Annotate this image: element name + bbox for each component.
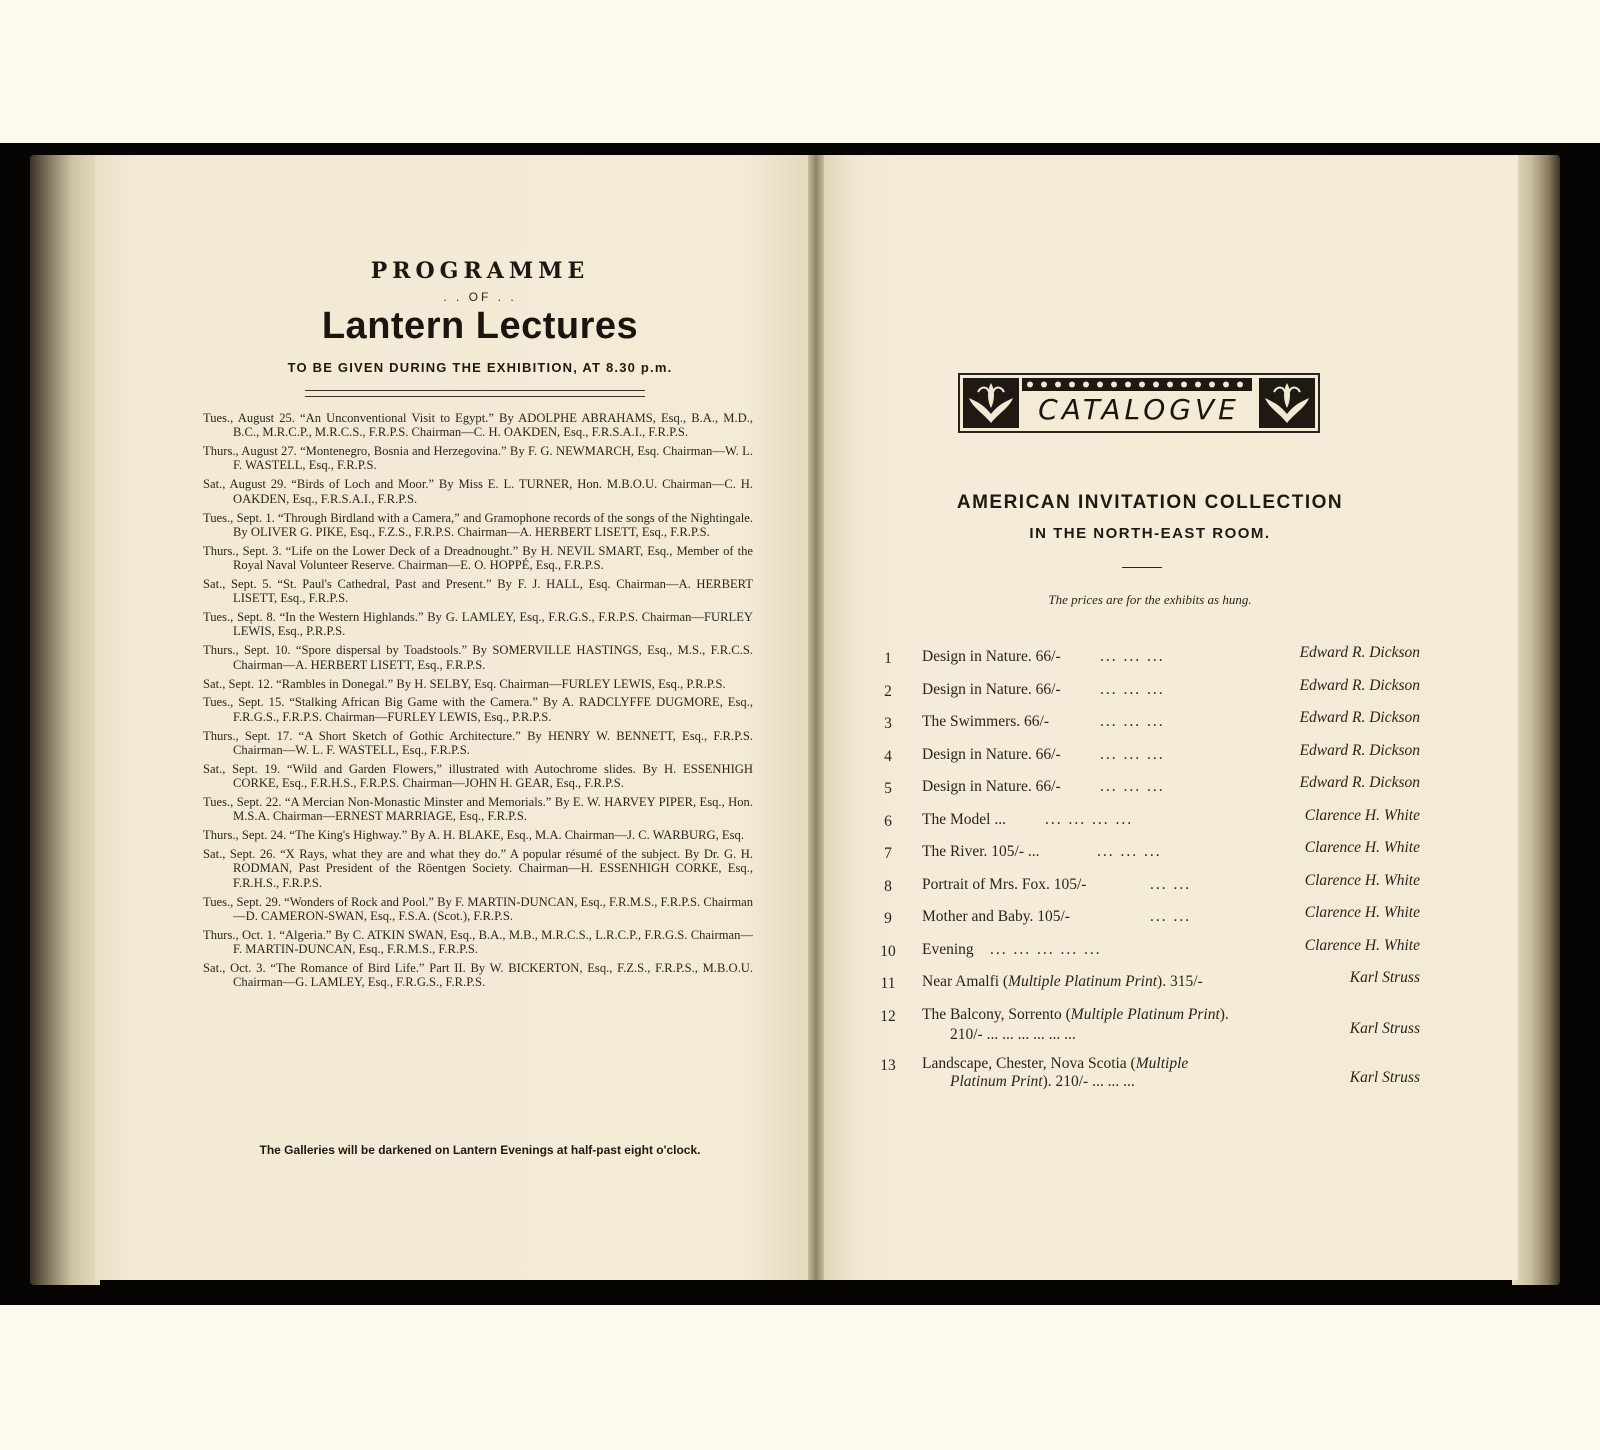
entry-number: 12 [880, 1007, 896, 1025]
programme-of: . . OF . . [443, 290, 517, 304]
floral-ornament-icon [1259, 378, 1315, 428]
entry-number: 3 [884, 715, 892, 732]
lecture-item: Thurs., Sept. 17. “A Short Sketch of Gothic Architecture.” By HENRY W. BENNETT, Esq., F.R.P.S. Chairman—W. L. F. WASTELL, Esq., F.R.P.S. [203, 728, 753, 757]
collection-subtitle: IN THE NORTH-EAST ROOM. [1029, 525, 1271, 542]
catalogue-entry [875, 904, 1420, 937]
entry-leaders: ... ... [1150, 908, 1192, 925]
lecture-item: Thurs., August 27. “Montenegro, Bosnia and Herzegovina.” By F. G. NEWMARCH, Esq. Chairman—W. L. F. WASTELL, Esq., F.R.P.S. [203, 444, 753, 473]
entry-title-continued: 210/- ... ... ... ... ... ... [950, 1025, 1076, 1043]
entry-title: Mother and Baby. 105/- [922, 908, 1070, 925]
floral-ornament-icon [963, 378, 1019, 428]
entry-title: The River. 105/- ... [922, 843, 1040, 860]
entry-number: 2 [884, 682, 892, 700]
entry-number: 1 [884, 650, 892, 667]
lecture-item: Sat., Sept. 5. “St. Paul's Cathedral, Past and Present.” By F. J. HALL, Esq. Chairman—A. HERBERT LISETT, Esq., F.R.P.S. [203, 576, 753, 606]
entry-leaders: ... ... ... [1100, 778, 1165, 795]
catalogue-banner [958, 373, 1320, 433]
programme-heading: PROGRAMME [370, 258, 590, 284]
lecture-item: Thurs., Sept. 24. “The King's Highway.” By A. H. BLAKE, Esq., M.A. Chairman—J. C. WARBURG, Esq. [203, 828, 744, 843]
entry-artist: Karl Struss [1349, 969, 1420, 986]
catalogue-entry [875, 1002, 1420, 1051]
entry-title: Design in Nature. 66/- [922, 648, 1061, 665]
entry-leaders: ... ... [1150, 875, 1192, 893]
entry-title: The Swimmers. 66/- [922, 713, 1049, 730]
entry-title: Design in Nature. 66/- [922, 778, 1061, 795]
entry-artist: Edward R. Dickson [1299, 709, 1420, 726]
entry-artist: Edward R. Dickson [1299, 774, 1420, 791]
entry-title: Near Amalfi (Multiple Platinum Print). 315/- [922, 973, 1203, 990]
entry-artist: Clarence H. White [1304, 904, 1420, 921]
lecture-item: Thurs., Sept. 10. “Spore dispersal by Toadstools.” By SOMERVILLE HASTINGS, Esq., M.S., F.R.C.S. Chairman—A. HERBERT LISETT, Esq., F.R.P.S. [203, 643, 753, 672]
entry-leaders: ... ... ... [1100, 713, 1165, 730]
catalogue-entry [875, 1051, 1420, 1100]
entry-artist: Edward R. Dickson [1299, 676, 1420, 694]
catalogue-entry [875, 644, 1420, 677]
entry-number: 10 [880, 942, 896, 960]
entry-artist: Karl Struss [1349, 1068, 1420, 1086]
entry-leaders: ... ... ... [1100, 648, 1165, 665]
catalogue-word: CATALOGVE [1038, 393, 1240, 426]
entry-number: 6 [884, 812, 892, 830]
catalogue-entry [875, 709, 1420, 742]
entry-number: 9 [884, 910, 892, 927]
collection-title: AMERICAN INVITATION COLLECTION [956, 492, 1344, 513]
entry-title: The Model ... [922, 810, 1006, 828]
entry-title: Design in Nature. 66/- [922, 745, 1061, 763]
entry-artist: Karl Struss [1349, 1019, 1420, 1037]
catalogue-entry [875, 937, 1420, 970]
catalogue-entry [875, 839, 1420, 872]
catalogue-entry [875, 742, 1420, 775]
lecture-item: Sat., Oct. 3. “The Romance of Bird Life.” Part II. By W. BICKERTON, Esq., F.Z.S., F.R.P.S., M.B.O.U. Chairman—G. LAMLEY, Esq., F.R.G.S., F.R.P.S. [203, 960, 753, 990]
entry-title: Design in Nature. 66/- [922, 680, 1061, 698]
book-page-edges-right [1512, 155, 1560, 1285]
catalogue-entry [875, 807, 1420, 840]
entry-title-continued: Platinum Print). 210/- ... ... ... [950, 1072, 1135, 1090]
entry-number: 8 [884, 877, 892, 895]
catalogue-entry [875, 774, 1420, 807]
double-rule [305, 390, 645, 397]
entry-number: 7 [884, 845, 892, 862]
book-page-edges-left [30, 155, 100, 1285]
entry-artist: Edward R. Dickson [1299, 741, 1420, 759]
entry-leaders: ... ... ... ... ... [990, 940, 1102, 958]
entry-number: 13 [880, 1056, 896, 1074]
lecture-item: Tues., Sept. 15. “Stalking African Big Game with the Camera.” By A. RADCLYFFE DUGMORE, Esq., F.R.G.S., F.R.P.S. Chairman—FURLEY LEWIS, Esq., P.R.P.S. [203, 695, 753, 724]
catalogue-entry [875, 677, 1420, 710]
catalogue-entry [875, 969, 1420, 1002]
entry-artist: Clarence H. White [1304, 936, 1420, 954]
lecture-item: Tues., Sept. 29. “Wonders of Rock and Pool.” By F. MARTIN-DUNCAN, Esq., F.R.M.S., F.R.P.S. Chairman—D. CAMERON-SWAN, Esq., F.S.A. (Scot.), F.R.P.S. [203, 894, 753, 923]
entry-title: The Balcony, Sorrento (Multiple Platinum Print). [922, 1005, 1229, 1023]
lecture-item: Tues., Sept. 8. “In the Western Highlands.” By G. LAMLEY, Esq., F.R.G.S., F.R.P.S. Chairman—FURLEY LEWIS, Esq., P.R.P.S. [203, 610, 753, 639]
entry-title: Landscape, Chester, Nova Scotia (Multiple [922, 1054, 1189, 1072]
programme-main-title: Lantern Lectures [321, 305, 639, 347]
book-gutter [808, 155, 824, 1280]
lecture-list [203, 411, 753, 994]
entry-artist: Clarence H. White [1304, 871, 1420, 889]
catalogue-entries [875, 644, 1420, 1100]
lecture-item: Sat., Sept. 26. “X Rays, what they are and what they do.” A popular résumé of the subject. By Dr. G. H. RODMAN, Past President of the Röentgen Society. Chairman—H. ESSENHIGH CORKE, Esq., F.R.H.S., F.R.P.S. [203, 847, 753, 890]
entry-leaders: ... ... ... [1097, 843, 1162, 860]
entry-artist: Edward R. Dickson [1299, 644, 1420, 661]
entry-number: 11 [880, 975, 896, 992]
short-rule [1122, 567, 1162, 568]
entry-title: Evening [922, 940, 974, 958]
catalogue-entry [875, 872, 1420, 905]
entry-number: 5 [884, 780, 892, 797]
lecture-item: Thurs., Oct. 1. “Algeria.” By C. ATKIN SWAN, Esq., B.A., M.B., M.R.C.S., L.R.C.P., F.R.G.S. Chairman—F. MARTIN-DUNCAN, Esq., F.R.M.S., F.R.P.S. [203, 927, 753, 956]
lecture-item: Thurs., Sept. 3. “Life on the Lower Deck of a Dreadnought.” By H. NEVIL SMART, Esq., Member of the Royal Naval Volunteer Reserve. Chairman—E. O. HOPPÉ, Esq., F.R.P.S. [203, 543, 753, 573]
galleries-note: The Galleries will be darkened on Lantern Evenings at half-past eight o'clock. [259, 1143, 701, 1157]
entry-number: 4 [884, 747, 892, 765]
entry-title: Portrait of Mrs. Fox. 105/- [922, 875, 1087, 893]
lecture-item: Sat., August 29. “Birds of Loch and Moor.” By Miss E. L. TURNER, Hon. M.B.O.U. Chairman—C. H. OAKDEN, Esq., F.R.S.A.I., F.R.P.S. [203, 477, 753, 506]
entry-leaders: ... ... ... [1100, 745, 1165, 763]
lecture-item: Sat., Sept. 12. “Rambles in Donegal.” By H. SELBY, Esq. Chairman—FURLEY LEWIS, Esq., P.R.P.S. [203, 676, 726, 691]
entry-leaders: ... ... ... ... [1045, 810, 1134, 828]
programme-subtitle: TO BE GIVEN DURING THE EXHIBITION, AT 8.30 p.m. [287, 360, 673, 375]
lecture-item: Tues., Sept. 22. “A Mercian Non-Monastic Minster and Memorials.” By E. W. HARVEY PIPER, Esq., Hon. M.S.A. Chairman—ERNEST MARRIAGE, Esq., F.R.P.S. [203, 794, 753, 824]
prices-note: The prices are for the exhibits as hung. [1048, 592, 1252, 607]
lecture-item: Tues., Sept. 1. “Through Birdland with a Camera,” and Gramophone records of the songs of the Nightingale. By OLIVER G. PIKE, Esq., F.Z.S., F.R.P.S. Chairman—A. HERBERT LISETT, Esq., F.R.P.S. [203, 510, 753, 539]
entry-artist: Clarence H. White [1304, 839, 1420, 856]
ornament-strip-icon [1022, 378, 1252, 391]
lecture-item: Tues., August 25. “An Unconventional Visit to Egypt.” By ADOLPHE ABRAHAMS, Esq., B.A., M.D., B.C., M.R.C.P., M.R.C.S., F.R.P.S. Chairman—C. H. OAKDEN, Esq., F.R.S.A.I., F.R.P.S. [203, 411, 753, 440]
lecture-item: Sat., Sept. 19. “Wild and Garden Flowers,” illustrated with Autochrome slides. By H. ESSENHIGH CORKE, Esq., F.R.H.S., F.R.P.S. Chairman—JOHN H. GEAR, Esq., F.R.P.S. [203, 761, 753, 791]
entry-leaders: ... ... ... [1100, 680, 1165, 698]
entry-artist: Clarence H. White [1304, 806, 1420, 824]
